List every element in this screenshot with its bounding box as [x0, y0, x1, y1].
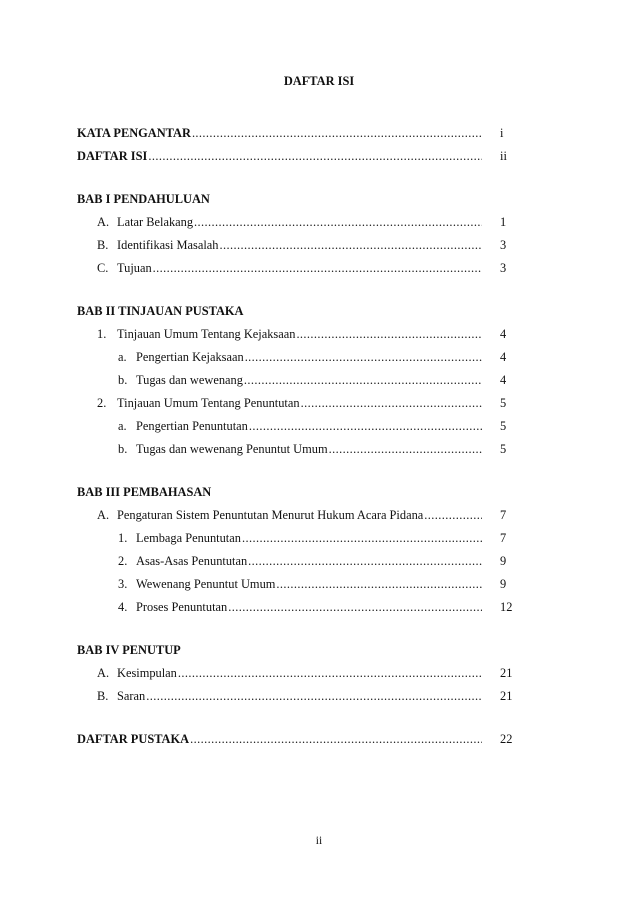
toc-entry-label: [118, 346, 245, 369]
toc-entry-number: a.: [118, 350, 127, 364]
toc-entry[interactable]: [77, 257, 518, 280]
toc-entry-label: [97, 211, 194, 234]
toc-entry-label: [118, 596, 228, 619]
toc-entry-page: 5: [500, 396, 507, 410]
dot-leader: [301, 392, 482, 415]
toc-entry[interactable]: [77, 504, 518, 527]
dot-leader: [242, 527, 482, 550]
toc-entry-page: 4: [500, 350, 507, 364]
toc-entry-page: 5: [500, 419, 507, 433]
toc-entry-number: A.: [97, 215, 110, 229]
toc-entry-page: 5: [500, 442, 507, 456]
toc-entry[interactable]: [77, 392, 518, 415]
section-gap: [77, 708, 518, 728]
dot-leader: [148, 145, 482, 168]
toc-entry-text: KATA PENGANTAR: [77, 126, 191, 140]
toc-entry[interactable]: [77, 662, 518, 685]
toc-entry-text: DAFTAR ISI: [77, 149, 148, 163]
section-gap: [77, 619, 518, 639]
toc-entry-number: C.: [97, 261, 109, 275]
dot-leader: [228, 596, 482, 619]
toc-entry-page: 1: [500, 215, 507, 229]
toc-entry[interactable]: [77, 639, 518, 662]
toc-entry[interactable]: [77, 234, 518, 257]
toc-entry[interactable]: [77, 550, 518, 573]
toc-entry[interactable]: [77, 346, 518, 369]
table-of-contents: [77, 122, 518, 751]
toc-entry-page: 12: [500, 600, 513, 614]
toc-entry[interactable]: [77, 188, 518, 211]
toc-entry[interactable]: [77, 728, 518, 751]
toc-entry-number: A.: [97, 666, 110, 680]
toc-entry-label: [97, 323, 296, 346]
toc-entry-label: [97, 392, 301, 415]
toc-entry-page: 22: [500, 732, 513, 746]
toc-entry-number: a.: [118, 419, 127, 433]
toc-entry-label: [118, 415, 249, 438]
toc-entry-label: [118, 438, 329, 461]
toc-entry[interactable]: [77, 300, 518, 323]
toc-entry-number: 2.: [97, 396, 107, 410]
toc-entry-number: 1.: [97, 327, 107, 341]
toc-entry-text: Tugas dan wewenang Penuntut Umum: [136, 442, 328, 456]
toc-entry-page: 9: [500, 554, 507, 568]
toc-entry[interactable]: [77, 122, 518, 145]
toc-entry[interactable]: [77, 685, 518, 708]
toc-entry-text: BAB I PENDAHULUAN: [77, 192, 210, 206]
dot-leader: [249, 415, 482, 438]
toc-title: DAFTAR ISI: [283, 74, 355, 88]
page-number: ii: [315, 835, 323, 847]
toc-entry-number: b.: [118, 442, 128, 456]
toc-entry-text: Tugas dan wewenang: [136, 373, 243, 387]
toc-entry[interactable]: [77, 369, 518, 392]
toc-entry-text: Kesimpulan: [117, 666, 177, 680]
dot-leader: [146, 685, 482, 708]
toc-entry-text: Lembaga Penuntutan: [136, 531, 241, 545]
toc-entry-number: B.: [97, 689, 109, 703]
toc-entry-label: [97, 257, 153, 280]
toc-entry-text: Saran: [117, 689, 146, 703]
section-gap: [77, 280, 518, 300]
toc-entry-text: Wewenang Penuntut Umum: [136, 577, 276, 591]
toc-entry-label: [118, 369, 244, 392]
dot-leader: [220, 234, 482, 257]
dot-leader: [245, 346, 482, 369]
toc-entry[interactable]: [77, 323, 518, 346]
toc-entry-page: 4: [500, 373, 507, 387]
dot-leader: [244, 369, 482, 392]
toc-entry-label: [77, 122, 192, 145]
toc-entry-label: [77, 481, 212, 504]
section-gap: [77, 461, 518, 481]
toc-entry-page: 3: [500, 261, 507, 275]
toc-entry-number: 2.: [118, 554, 128, 568]
toc-entry-text: Pengaturan Sistem Penuntutan Menurut Hukum Acara Pidana: [117, 508, 424, 522]
toc-entry-page: 4: [500, 327, 507, 341]
toc-entry-number: b.: [118, 373, 128, 387]
dot-leader: [192, 122, 482, 145]
toc-entry-label: [118, 573, 276, 596]
toc-entry-page: 21: [500, 689, 513, 703]
toc-entry-number: B.: [97, 238, 109, 252]
toc-entry-text: Identifikasi Masalah: [117, 238, 219, 252]
toc-entry-text: Latar Belakang: [117, 215, 194, 229]
toc-entry-text: Asas-Asas Penuntutan: [136, 554, 248, 568]
toc-entry-page: i: [500, 126, 504, 140]
toc-entry-label: [77, 639, 182, 662]
toc-entry-label: [77, 145, 148, 168]
dot-leader: [276, 573, 482, 596]
dot-leader: [248, 550, 482, 573]
toc-entry-text: Tinjauan Umum Tentang Kejaksaan: [117, 327, 296, 341]
toc-entry-label: [118, 550, 248, 573]
dot-leader: [178, 662, 482, 685]
toc-entry-label: [77, 300, 245, 323]
toc-entry[interactable]: [77, 573, 518, 596]
toc-entry[interactable]: [77, 415, 518, 438]
toc-entry[interactable]: [77, 596, 518, 619]
dot-leader: [194, 211, 482, 234]
toc-entry-number: 3.: [118, 577, 128, 591]
toc-entry-text: Tujuan: [117, 261, 152, 275]
dot-leader: [190, 728, 482, 751]
toc-entry-text: Tinjauan Umum Tentang Penuntutan: [117, 396, 300, 410]
toc-entry-label: [97, 662, 178, 685]
toc-entry-page: 21: [500, 666, 513, 680]
toc-entry[interactable]: [77, 211, 518, 234]
toc-entry-page: 7: [500, 508, 507, 522]
toc-entry-text: BAB II TINJAUAN PUSTAKA: [77, 304, 244, 318]
section-gap: [77, 168, 518, 188]
toc-entry-label: [77, 728, 190, 751]
toc-entry-text: Proses Penuntutan: [136, 600, 228, 614]
toc-entry-label: [118, 527, 242, 550]
toc-entry-label: [97, 234, 220, 257]
toc-entry-page: ii: [500, 149, 507, 163]
toc-entry-label: [97, 504, 424, 527]
dot-leader: [424, 504, 482, 527]
toc-entry-number: A.: [97, 508, 110, 522]
toc-entry-page: 7: [500, 531, 507, 545]
toc-entry-label: [97, 685, 146, 708]
dot-leader: [329, 438, 482, 461]
dot-leader: [296, 323, 482, 346]
toc-entry[interactable]: [77, 481, 518, 504]
toc-entry[interactable]: [77, 145, 518, 168]
dot-leader: [153, 257, 482, 280]
toc-entry-text: BAB IV PENUTUP: [77, 643, 181, 657]
toc-entry-number: 4.: [118, 600, 128, 614]
toc-entry-text: BAB III PEMBAHASAN: [77, 485, 212, 499]
toc-entry[interactable]: [77, 438, 518, 461]
toc-entry-page: 9: [500, 577, 507, 591]
toc-entry-label: [77, 188, 211, 211]
toc-entry[interactable]: [77, 527, 518, 550]
toc-entry-number: 1.: [118, 531, 128, 545]
toc-entry-page: 3: [500, 238, 507, 252]
toc-entry-text: Pengertian Kejaksaan: [136, 350, 244, 364]
toc-entry-text: Pengertian Penuntutan: [136, 419, 248, 433]
toc-entry-text: DAFTAR PUSTAKA: [77, 732, 190, 746]
